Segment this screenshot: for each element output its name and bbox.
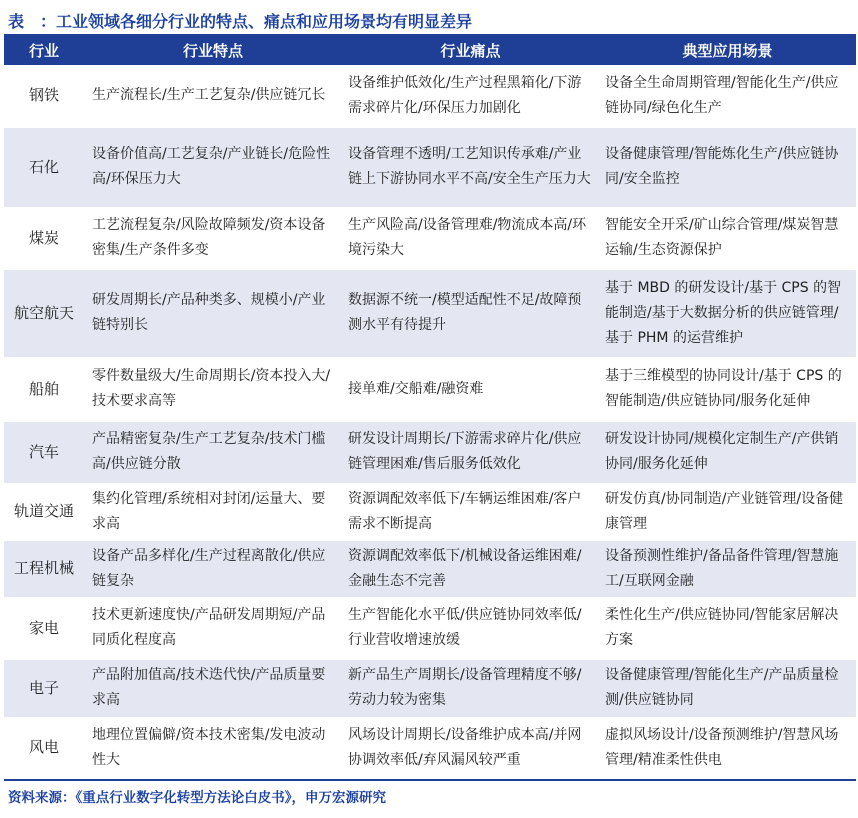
characteristics-cell: 工艺流程复杂/风险故障频发/资本设备密集/生产条件多变 xyxy=(84,207,342,269)
pain-points-cell: 生产智能化水平低/供应链协同效率低/行业营收增速放缓 xyxy=(342,597,599,659)
scenarios-cell: 基于 MBD 的研发设计/基于 CPS 的智能制造/基于大数据分析的供应链管理/基于 PHM 的运营维护 xyxy=(599,269,856,357)
pain-points-cell: 新产品生产周期长/设备管理精度不够/劳动力较为密集 xyxy=(342,659,599,717)
table-row xyxy=(4,269,856,357)
characteristics-cell: 设备价值高/工艺复杂/产业链长/危险性高/环保压力大 xyxy=(84,127,342,207)
characteristics-cell: 生产流程长/生产工艺复杂/供应链冗长 xyxy=(84,65,342,127)
industry-cell: 钢铁 xyxy=(4,65,84,127)
scenarios-cell: 设备健康管理/智能化生产/产品质量检测/供应链协同 xyxy=(599,659,856,717)
pain-points-cell: 接单难/交船难/融资难 xyxy=(342,357,599,421)
characteristics-cell: 技术更新速度快/产品研发周期短/产品同质化程度高 xyxy=(84,597,342,659)
title-text: ：工业领域各细分行业的特点、痛点和应用场景均有明显差异 xyxy=(40,12,473,31)
header-industry: 行业 xyxy=(4,37,84,65)
scenarios-cell: 基于三维模型的协同设计/基于 CPS 的智能制造/供应链协同/服务化延伸 xyxy=(599,357,856,421)
pain-points-cell: 设备管理不透明/工艺知识传承难/产业链上下游协同水平不高/安全生产压力大 xyxy=(342,127,599,207)
scenarios-cell: 设备预测性维护/备品备件管理/智慧施工/互联网金融 xyxy=(599,540,856,597)
industry-cell: 风电 xyxy=(4,717,84,778)
scenarios-cell: 研发设计协同/规模化定制生产/产供销协同/服务化延伸 xyxy=(599,421,856,483)
characteristics-cell: 地理位置偏僻/资本技术密集/发电波动性大 xyxy=(84,717,342,778)
header-scenarios: 典型应用场景 xyxy=(599,37,856,65)
header-pain-points: 行业痛点 xyxy=(342,37,599,65)
characteristics-cell: 产品附加值高/技术迭代快/产品质量要求高 xyxy=(84,659,342,717)
table-row xyxy=(4,421,856,483)
source-note: 资料来源：《重点行业数字化转型方法论白皮书》，申万宏源研究 xyxy=(8,790,386,806)
industry-cell: 家电 xyxy=(4,597,84,659)
scenarios-cell: 智能安全开采/矿山综合管理/煤炭智慧运输/生态资源保护 xyxy=(599,207,856,269)
scenarios-cell: 虚拟风场设计/设备预测维护/智慧风场管理/精准柔性供电 xyxy=(599,717,856,778)
industry-cell: 轨道交通 xyxy=(4,483,84,540)
pain-points-cell: 资源调配效率低下/车辆运维困难/客户需求不断提高 xyxy=(342,483,599,540)
table-row xyxy=(4,483,856,540)
industry-table xyxy=(4,37,856,779)
table-row xyxy=(4,127,856,207)
scenarios-cell: 柔性化生产/供应链协同/智能家居解决方案 xyxy=(599,597,856,659)
industry-cell: 船舶 xyxy=(4,357,84,421)
pain-points-cell: 数据源不统一/模型适配性不足/故障预测水平有待提升 xyxy=(342,269,599,357)
characteristics-cell: 设备产品多样化/生产过程离散化/供应链复杂 xyxy=(84,540,342,597)
table-title xyxy=(8,9,848,32)
title-prefix: 表 xyxy=(8,12,25,31)
characteristics-cell: 零件数量级大/生命周期长/资本投入大/技术要求高等 xyxy=(84,357,342,421)
table-row xyxy=(4,65,856,127)
characteristics-cell: 集约化管理/系统相对封闭/运量大、要求高 xyxy=(84,483,342,540)
bottom-rule xyxy=(4,779,856,781)
industry-cell: 石化 xyxy=(4,127,84,207)
pain-points-cell: 资源调配效率低下/机械设备运维困难/金融生态不完善 xyxy=(342,540,599,597)
pain-points-cell: 设备维护低效化/生产过程黑箱化/下游需求碎片化/环保压力加剧化 xyxy=(342,65,599,127)
pain-points-cell: 研发设计周期长/下游需求碎片化/供应链管理困难/售后服务低效化 xyxy=(342,421,599,483)
scenarios-cell: 设备健康管理/智能炼化生产/供应链协同/安全监控 xyxy=(599,127,856,207)
industry-cell: 煤炭 xyxy=(4,207,84,269)
table-row xyxy=(4,540,856,597)
table-row xyxy=(4,597,856,659)
table-row xyxy=(4,659,856,717)
pain-points-cell: 生产风险高/设备管理难/物流成本高/环境污染大 xyxy=(342,207,599,269)
table-header-row xyxy=(4,37,856,65)
header-characteristics: 行业特点 xyxy=(84,37,342,65)
pain-points-cell: 风场设计周期长/设备维护成本高/并网协调效率低/弃风漏风较严重 xyxy=(342,717,599,778)
scenarios-cell: 研发仿真/协同制造/产业链管理/设备健康管理 xyxy=(599,483,856,540)
industry-cell: 航空航天 xyxy=(4,269,84,357)
industry-cell: 电子 xyxy=(4,659,84,717)
characteristics-cell: 研发周期长/产品种类多、规模小/产业链特别长 xyxy=(84,269,342,357)
characteristics-cell: 产品精密复杂/生产工艺复杂/技术门槛高/供应链分散 xyxy=(84,421,342,483)
industry-cell: 汽车 xyxy=(4,421,84,483)
table-row xyxy=(4,357,856,421)
table-row xyxy=(4,207,856,269)
table-row xyxy=(4,717,856,778)
industry-cell: 工程机械 xyxy=(4,540,84,597)
scenarios-cell: 设备全生命周期管理/智能化生产/供应链协同/绿色化生产 xyxy=(599,65,856,127)
